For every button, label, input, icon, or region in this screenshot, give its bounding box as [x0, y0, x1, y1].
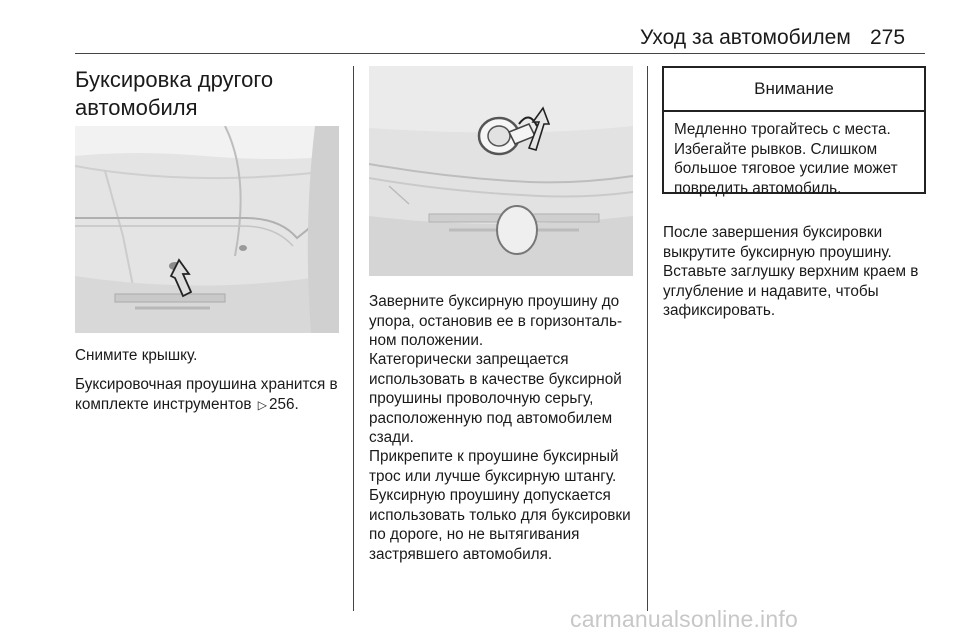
warning-box — [662, 66, 926, 197]
page-number: 275 — [870, 26, 906, 49]
warning-title: Внимание — [664, 68, 924, 112]
towing-eye-installation-illustration — [369, 66, 633, 276]
running-header-title: Уход за автомобилем — [640, 26, 851, 49]
column-divider-right — [647, 66, 648, 611]
car-rear-cover-removal-illustration — [75, 126, 339, 333]
section-title: Буксировка другого автомобиля — [75, 67, 274, 120]
page-reference-link[interactable]: 256. — [268, 395, 299, 413]
towing-eye-storage-text: Буксировочная проушина хранится в комплекте инструментов — [75, 376, 338, 413]
instruction-insert-cap: Вставьте заглушку верхним краем в углубление и надавите, чтобы зафиксировать. — [663, 263, 919, 319]
towing-eye-storage-note — [75, 375, 350, 415]
warning-body: Медленно трогайтесь с места. Избегайте рывков. Слишком большое тяговое усилие может повредить автомобиль. — [674, 121, 898, 197]
prohibition-wire-shackle: Категорически запрещается использовать в качестве буксирной проушины проволочную серьгу, расположенную под автомобилем сзади. — [369, 351, 622, 446]
header-rule — [75, 53, 925, 54]
watermark: carmanualsonline.info — [570, 606, 798, 632]
column-divider-left — [353, 66, 354, 611]
instruction-attach-rope: Прикрепите к проушине буксирный трос или лучше буксирную штангу. — [369, 448, 619, 485]
instruction-unscrew-eye: После завершения буксировки выкрутите буксирную проушину. — [663, 224, 892, 261]
instruction-screw-in-eye: Заверните буксирную проушину до упора, остановив ее в горизонтальном положении. — [369, 293, 623, 349]
cross-reference-arrow-icon: ▷ — [257, 397, 267, 412]
instruction-remove-cover: Снимите крышку. — [75, 347, 198, 364]
usage-limitation-note: Буксирную проушину допускается использовать только для буксировки по дороге, но не вытягивания застрявшего автомобиля. — [369, 487, 631, 563]
